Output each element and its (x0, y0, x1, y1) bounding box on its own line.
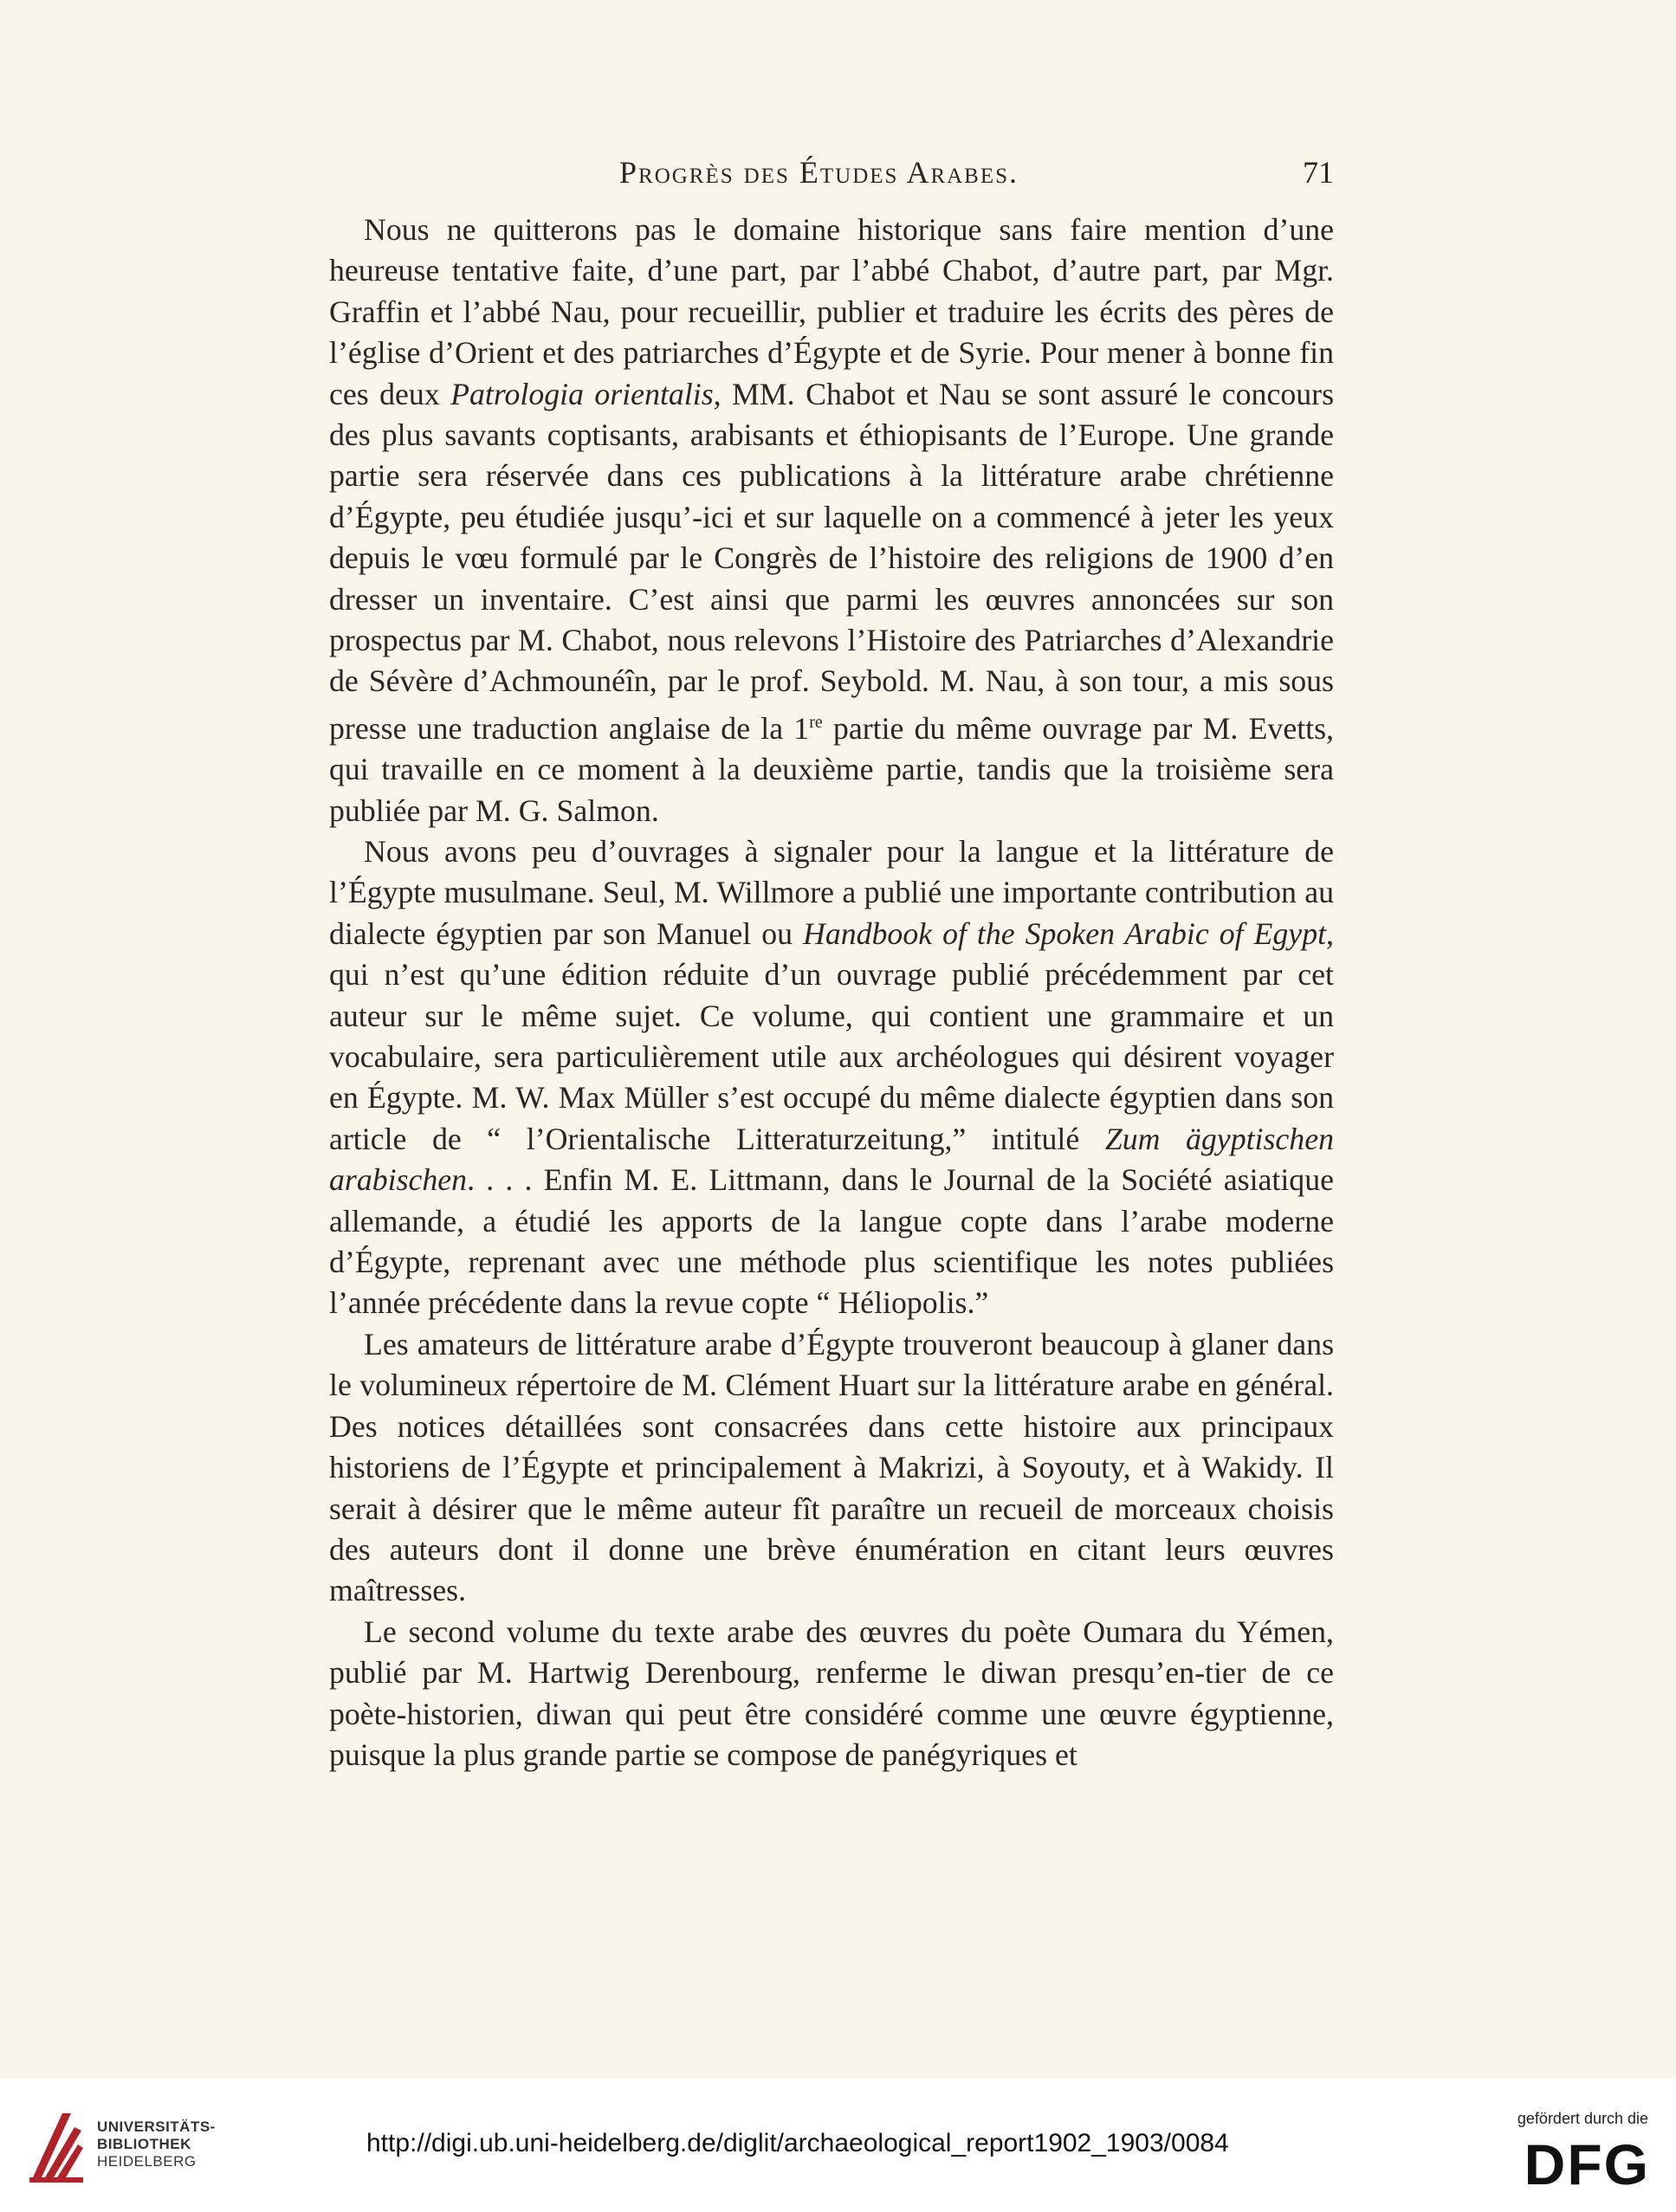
source-url-link[interactable]: http://digi.ub.uni-heidelberg.de/diglit/archaeological_report1902_1903/0084 (366, 2129, 1229, 2157)
superscript: re (809, 712, 823, 732)
paragraph-4: Le second volume du texte arabe des œuvres du poète Oumara du Yémen, publié par M. Hartwig Derenbourg, renferme le diwan presqu’en-tier de ce poète-historien, diwan qui peut être considéré comme une œuvre égyptienne, puisque la plus grande partie se compose de panégyriques et (329, 1614, 1334, 1772)
paragraph-3: Les amateurs de littérature arabe d’Égypte trouveront beaucoup à glaner dans le volumineux répertoire de M. Clément Huart sur la littérature arabe en général. Des notices détaillées sont consacrées dans cette histoire aux principaux historiens de l’Égypte et principalement à Makrizi, à Soyouty, et à Wakidy. Il serait à désirer que le même auteur fît paraître un recueil de morceaux choisis des auteurs dont il donne une brève énumération en citant leurs œuvres maîtresses. (329, 1326, 1334, 1608)
body-text (329, 210, 1334, 1775)
digitization-footer (0, 2079, 1676, 2212)
dfg-logo-icon[interactable]: DFG (1524, 2132, 1650, 2196)
paragraph-1: Nous ne quitterons pas le domaine historique sans faire mention d’une heureuse tentative faite, d’une part, par l’abbé Chabot, d’autre part, par Mgr. Graffin et l’abbé Nau, pour recueillir, publier et traduire les écrits des pères de l’église d’Orient et des patriarches d’Égypte et de Syrie. Pour mener à bonne fin ces deux Patrologia orientalis, MM. Chabot et Nau se sont assuré le concours des plus savants coptisants, arabisants et éthiopisants de l’Europe. Une grande partie sera réservée dans ces publications à la littérature arabe chrétienne d’Égypte, peu étudiée jusqu’-ici et sur laquelle on a commencé à jeter les yeux depuis le vœu formulé par le Congrès de l’histoire des religions de 1900 d’en dresser un inventaire. C’est ainsi que parmi les œuvres annoncées sur son prospectus par M. Chabot, nous relevons l’Histoire des Patriarches d’Alexandrie de Sévère d’Achmounéîn, par le prof. Seybold. M. Nau, à son tour, a mis sous presse une traduction anglaise de la 1re partie du même ouvrage par M. Evetts, qui travaille en ce moment à la deuxième partie, tandis que la troisième sera publiée par M. G. Salmon. (329, 212, 1334, 828)
library-logo-icon[interactable] (24, 2101, 87, 2188)
funding-label: gefördert durch die (1517, 2110, 1648, 2127)
italic-title: Zum ägyptischen arabischen (329, 1121, 1334, 1198)
page-header (329, 154, 1334, 197)
paragraph-2: Nous avons peu d’ouvrages à signaler pour la langue et la littérature de l’Égypte musulmane. Seul, M. Willmore a publié une importante contribution au dialecte égyptien par son Manuel ou Handbook of the Spoken Arabic of Egypt, qui n’est qu’une édition réduite d’un ouvrage publié précédemment par cet auteur sur le même sujet. Ce volume, qui contient une grammaire et un vocabulaire, sera particulièrement utile aux archéologues qui désirent voyager en Égypte. M. W. Max Müller s’est occupé du même dialecte égyptien dans son article de “ l’Orientalische Litteraturzeitung,” intitulé Zum ägyptischen arabischen. . . . Enfin M. E. Littmann, dans le Journal de la Société asiatique allemande, a étudié les apports de la langue copte dans l’arabe moderne d’Égypte, reprenant avec une méthode plus scientifique les notes publiées l’année précédente dans la revue copte “ Héliopolis.” (329, 834, 1334, 1321)
italic-title: Handbook of the Spoken Arabic of Egypt (802, 915, 1327, 951)
italic-title: Patrologia orientalis (450, 376, 714, 411)
page-number: 71 (1303, 155, 1334, 190)
library-name[interactable]: UNIVERSITÄTS- BIBLIOTHEK HEIDELBERG (97, 2118, 216, 2170)
running-title: Progrès des Études Arabes. (619, 155, 1019, 190)
